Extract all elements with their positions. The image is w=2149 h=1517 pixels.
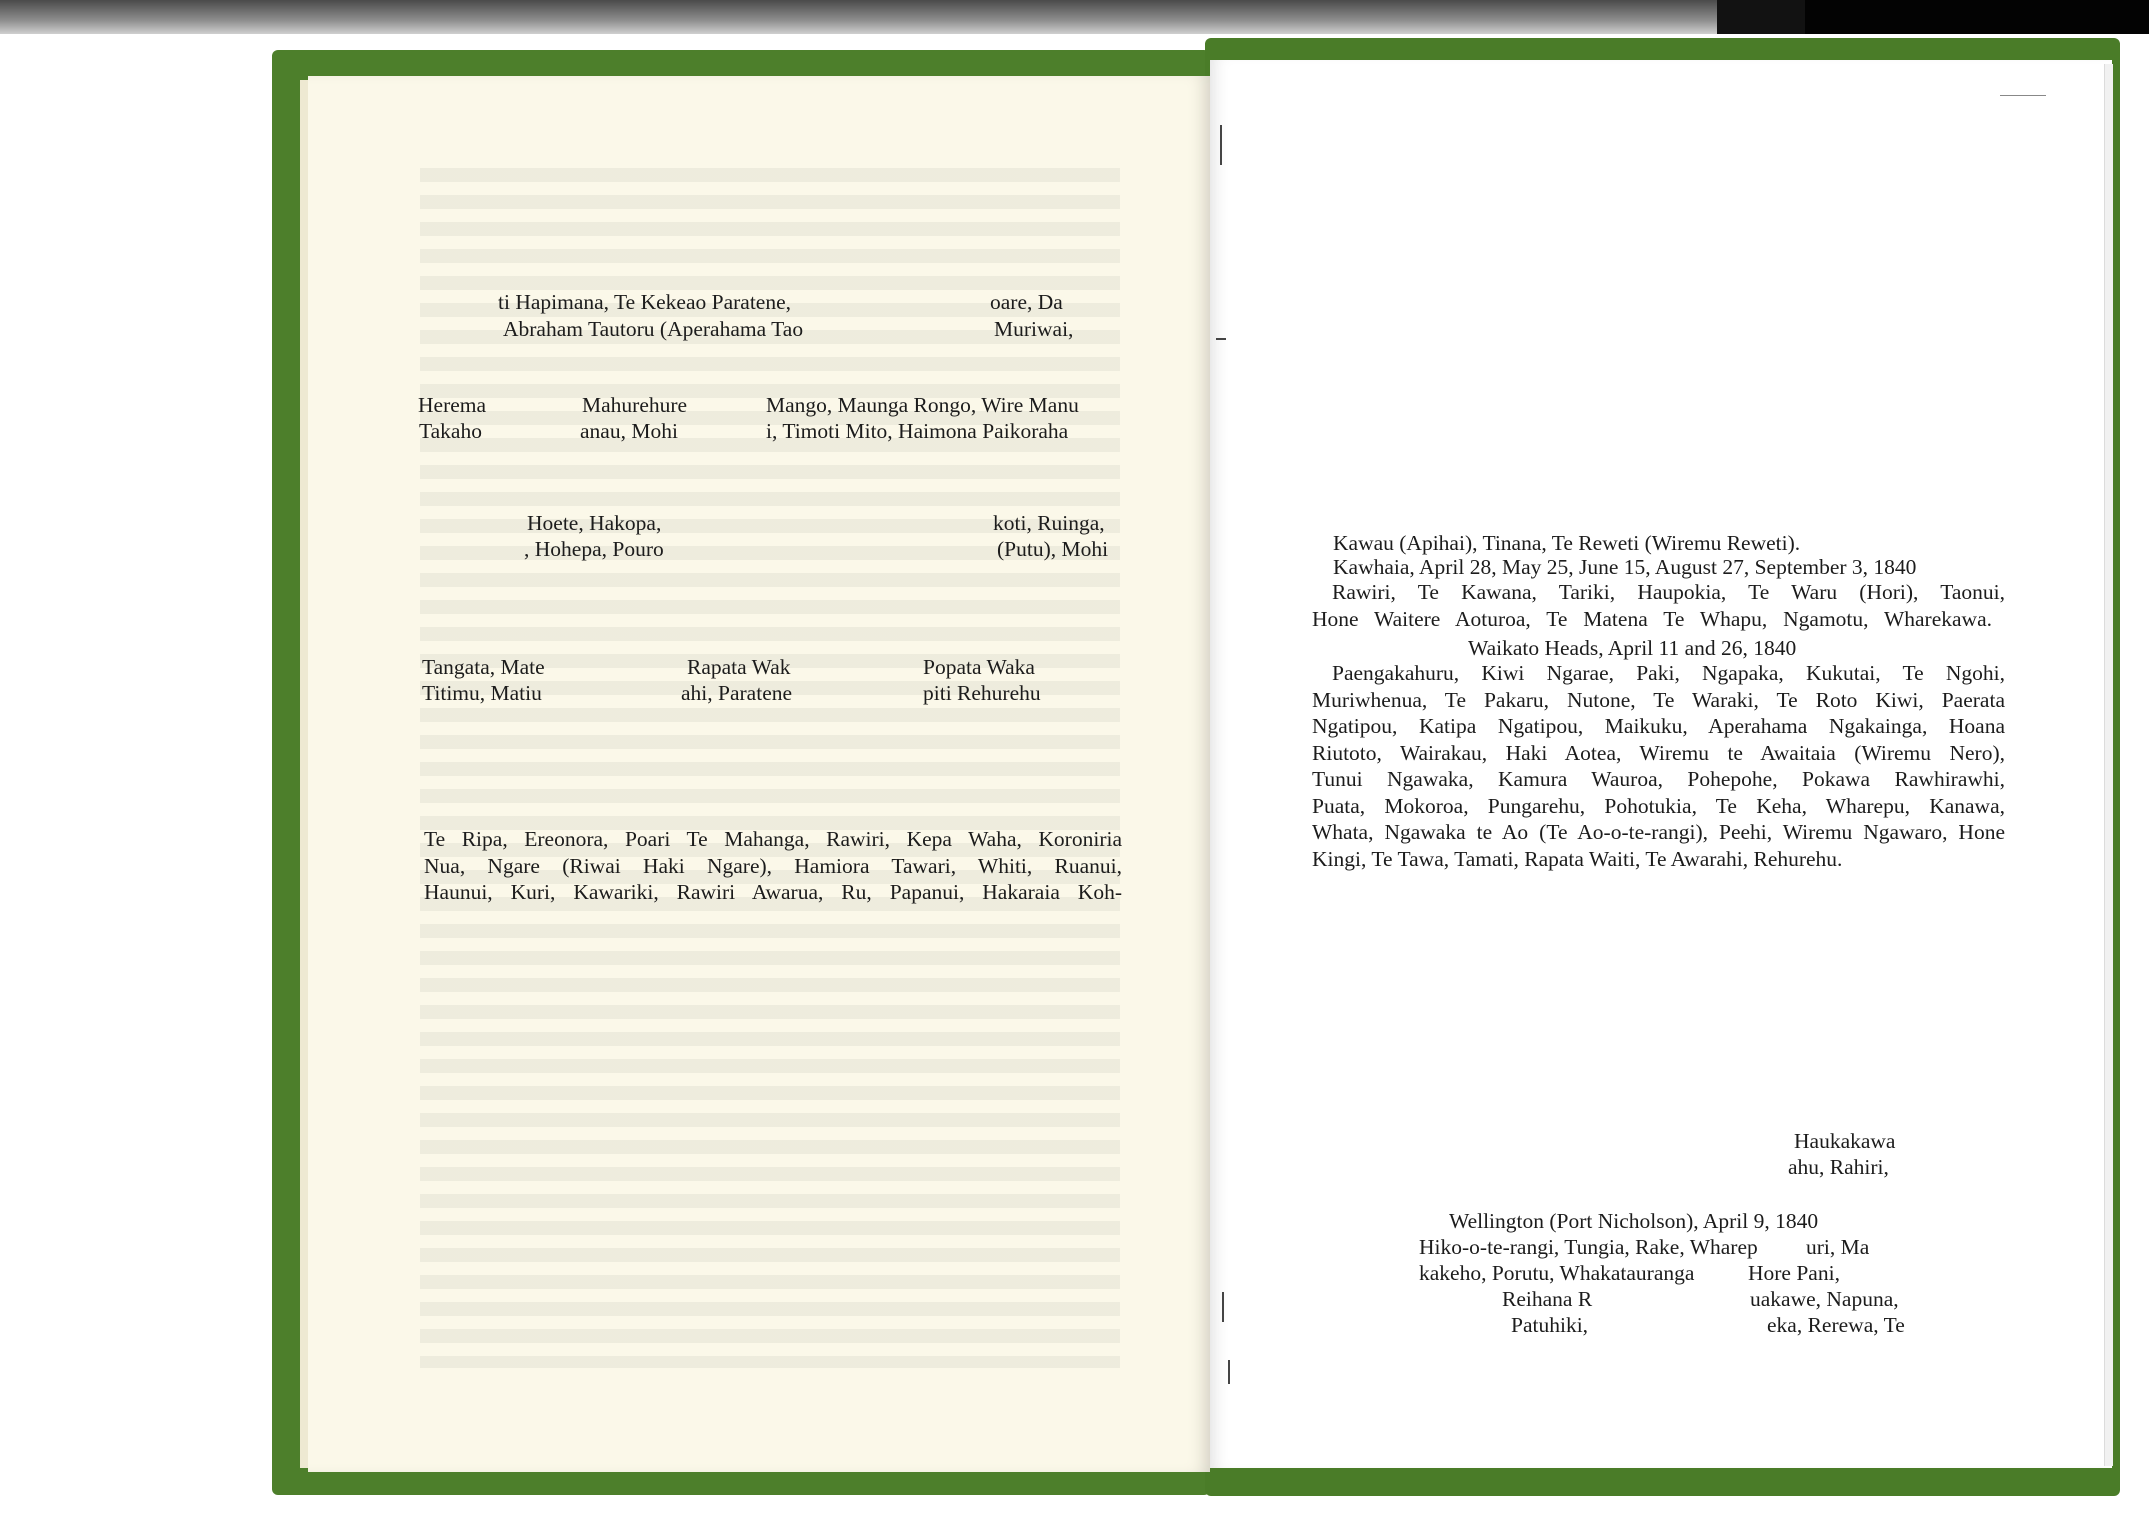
waikato-names-line: Riutoto, Wairakau, Haki Aotea, Wiremu te Awaitaia (Wiremu Nero), <box>1312 740 2005 765</box>
wellington-row3-right: uakawe, Napuna, <box>1750 1287 1899 1311</box>
left-group4-b-line2: ahi, Paratene <box>681 681 793 705</box>
left-paragraph-line: Nua, Ngare (Riwai Haki Ngare), Hamiora Tawari, Whiti, Ruanui, <box>424 853 1122 878</box>
left-paragraph <box>424 826 1122 906</box>
left-paragraph-line: Te Ripa, Ereonora, Poari Te Mahanga, Rawiri, Kepa Waha, Koroniria <box>424 827 1122 851</box>
kawhaia-names <box>1312 579 2005 632</box>
scanner-black-strip <box>1805 0 2149 34</box>
kawau-line: Kawau (Apihai), Tinana, Te Reweti (Wiremu Reweti). <box>1333 531 1801 555</box>
gutter-mark <box>1216 338 1226 340</box>
left-group1-right-line1: oare, Da <box>990 290 1063 314</box>
gutter-mark <box>1220 125 1222 165</box>
left-group2-b-line2: anau, Mohi <box>580 419 678 443</box>
waikato-names <box>1312 660 2005 872</box>
left-group1-line2: Abraham Tautoru (Aperahama Tao <box>503 317 804 341</box>
waikato-names-line: Kingi, Te Tawa, Tamati, Rapata Waiti, Te Awarahi, Rehurehu. <box>1312 846 1843 871</box>
left-group1-line1: ti Hapimana, Te Kekeao Paratene, <box>498 290 792 314</box>
kawhaia-names-line: Rawiri, Te Kawana, Tariki, Haupokia, Te Waru (Hori), Taonui, <box>1332 580 2005 604</box>
kawhaia-heading: Kawhaia, April 28, May 25, June 15, August 27, September 3, 1840 <box>1333 555 1917 579</box>
page-edges-right <box>2104 64 2113 1466</box>
wellington-row2-left: kakeho, Porutu, Whakatauranga <box>1419 1261 1695 1285</box>
wellington-row4-right: eka, Rerewa, Te <box>1767 1313 1905 1337</box>
gutter-mark <box>2000 95 2046 96</box>
left-group3-b-line1: koti, Ruinga, <box>993 511 1105 535</box>
left-group2-a-line1: Herema <box>418 393 487 417</box>
left-group2-b-line1: Mahurehure <box>582 393 688 417</box>
waikato-heading: Waikato Heads, April 11 and 26, 1840 <box>1468 636 1797 660</box>
left-group3-b-line2: (Putu), Mohi <box>997 537 1109 561</box>
haukakawa-line2: ahu, Rahiri, <box>1788 1155 1889 1179</box>
wellington-row1-left: Hiko-o-te-rangi, Tungia, Rake, Wharep <box>1419 1235 1758 1259</box>
waikato-names-line: Puata, Mokoroa, Pungarehu, Pohotukia, Te Keha, Wharepu, Kanawa, <box>1312 793 2005 818</box>
left-group4-a-line1: Tangata, Mate <box>422 655 545 679</box>
left-group4-c-line2: piti Rehurehu <box>923 681 1041 705</box>
haukakawa-line1: Haukakawa <box>1794 1129 1896 1153</box>
left-group4-c-line1: Popata Waka <box>923 655 1035 679</box>
left-group3-a-line1: Hoete, Hakopa, <box>527 511 662 535</box>
show-through-text <box>420 168 1120 1368</box>
left-group4-a-line2: Titimu, Matiu <box>422 681 542 705</box>
kawhaia-names-line: Hone Waitere Aoturoa, Te Matena Te Whapu, Ngamotu, Wharekawa. <box>1312 606 1992 631</box>
wellington-row2-right: Hore Pani, <box>1748 1261 1840 1285</box>
waikato-names-line: Whata, Ngawaka te Ao (Te Ao-o-te-rangi), Peehi, Wiremu Ngawaro, Hone <box>1312 820 2005 844</box>
wellington-row1-right: uri, Ma <box>1806 1235 1870 1259</box>
wellington-row4-left: Patuhiki, <box>1511 1313 1589 1337</box>
waikato-names-line: Tunui Ngawaka, Kamura Wauroa, Pohepohe, Pokawa Rawhirawhi, <box>1312 767 2005 791</box>
gutter-mark <box>1228 1360 1230 1384</box>
left-group2-c-line2: i, Timoti Mito, Haimona Paikoraha <box>766 419 1069 443</box>
left-group4-b-line1: Rapata Wak <box>687 655 791 679</box>
waikato-names-line: Ngatipou, Katipa Ngatipou, Maikuku, Aperahama Ngakainga, Hoana <box>1312 714 2005 738</box>
waikato-names-line: Paengakahuru, Kiwi Ngarae, Paki, Ngapaka, Kukutai, Te Ngohi, <box>1332 661 2005 685</box>
wellington-heading: Wellington (Port Nicholson), April 9, 1840 <box>1449 1209 1819 1233</box>
left-paragraph-line: Haunui, Kuri, Kawariki, Rawiri Awarua, Ru, Papanui, Hakaraia Koh- <box>424 880 1122 904</box>
waikato-names-line: Muriwhenua, Te Pakaru, Nutone, Te Waraki, Te Roto Kiwi, Paerata <box>1312 687 2005 712</box>
left-group2-c-line1: Mango, Maunga Rongo, Wire Manu <box>766 393 1079 417</box>
wellington-row3-left: Reihana R <box>1502 1287 1593 1311</box>
left-group1-right-line2: Muriwai, <box>994 317 1074 341</box>
gutter-mark <box>1222 1292 1224 1322</box>
left-group2-a-line2: Takaho <box>419 419 482 443</box>
left-group3-a-line2: , Hohepa, Pouro <box>524 537 664 561</box>
